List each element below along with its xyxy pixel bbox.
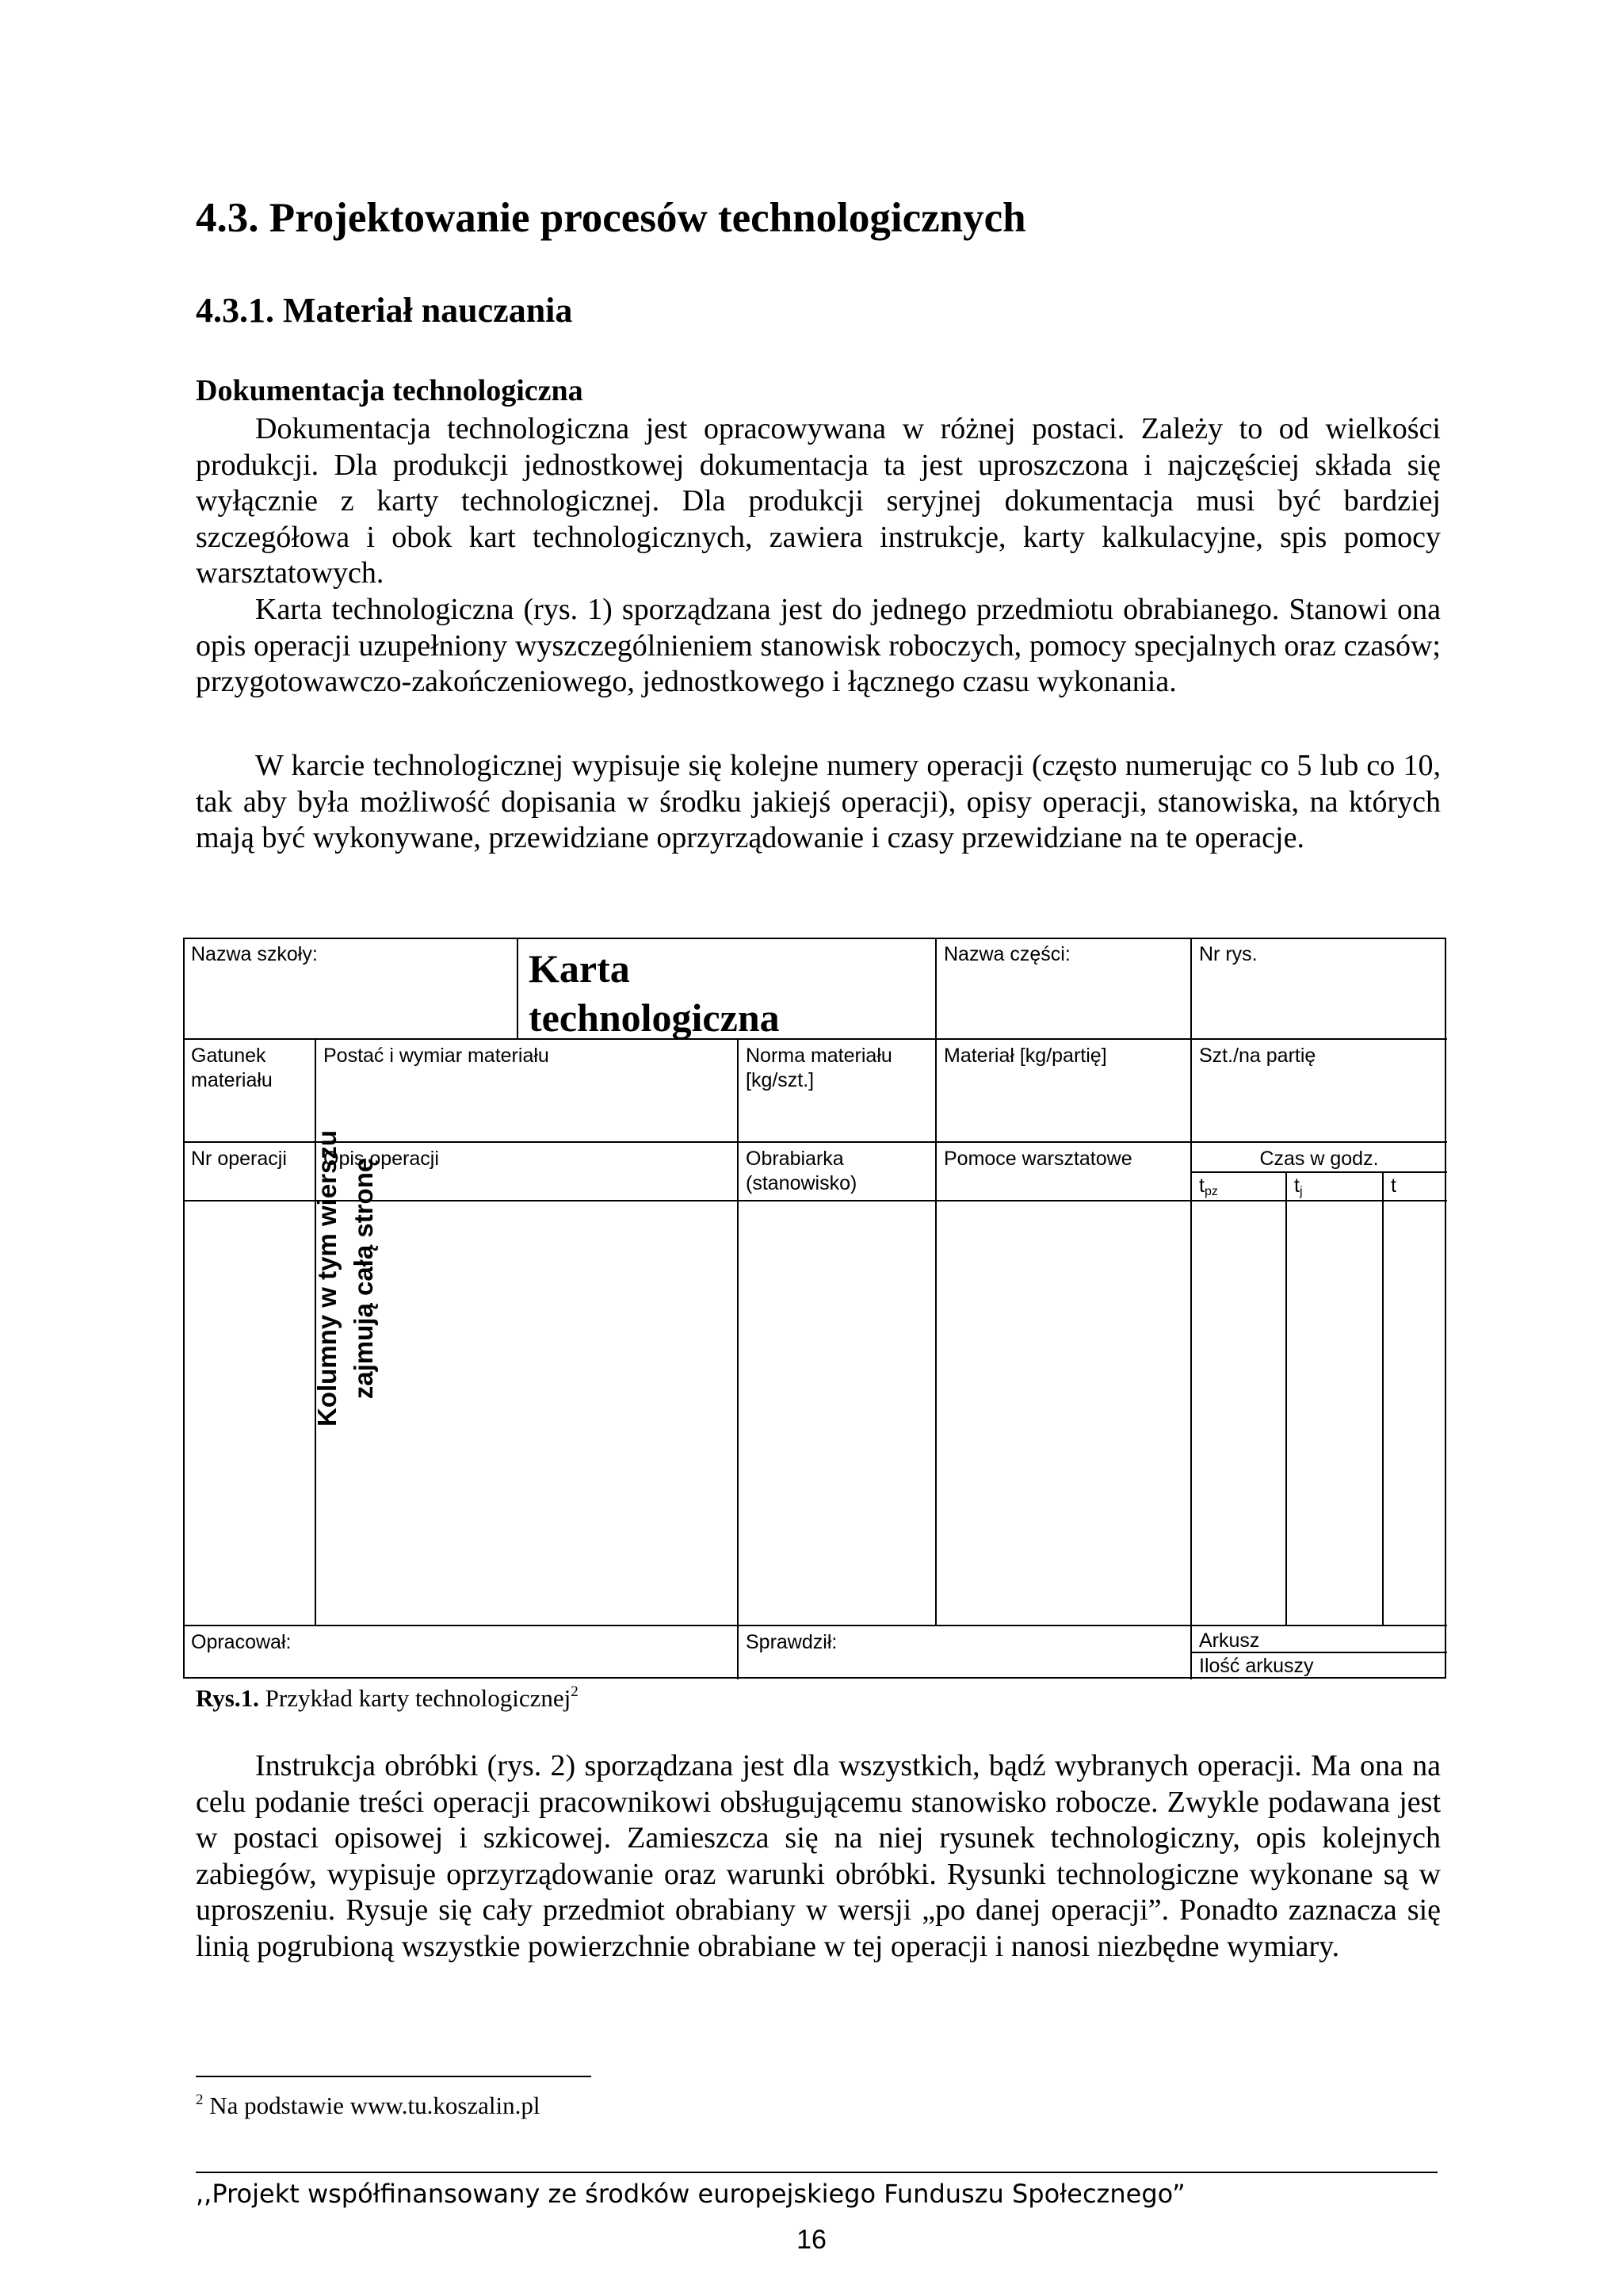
page-number: 16 — [796, 2225, 827, 2255]
sheet-label: Arkusz — [1199, 1629, 1260, 1652]
time-tpz-header: $t_{pz}$ — [1199, 1175, 1218, 1198]
page-heading: 4.3. Projektowanie procesów technologicznych — [196, 195, 1026, 241]
figure-caption: Rys.1. Przykład karty technologicznej$^2$ — [196, 1683, 579, 1712]
prepared-by-label: Opracował: — [191, 1631, 292, 1653]
paragraph-operations: W karcie technologicznej wypisuje się kolejne numery operacji (często numerując co 5 lub co 10, tak aby była możliwość dopisania w środku jakiejś operacji), opisy operacji, stanowiska, na których mają być wykonywane, przewidziane oprzyrządowanie i czasy przewidziane na te operacje. — [196, 749, 1441, 855]
machine-header: Obrabiarka (stanowisko) — [746, 1148, 857, 1194]
material-form-label: Postać i wymiar materiału — [323, 1045, 549, 1067]
footnote: $^2$ Na podstawie www.tu.koszalin.pl — [196, 2092, 540, 2119]
workshop-tools-header: Pomoce warsztatowe — [944, 1148, 1132, 1170]
paragraph-tech-card: Karta technologiczna (rys. 1) sporządzana jest do jednego przedmiotu obrabianego. Stanowi ona opis operacji uzupełniony wyszczególnieniem stanowisk roboczych, pomocy specjalnych oraz czasów; przygotowawczo-zakończeniowego, jednostkowego i łącznego czasu wykonania. — [196, 593, 1441, 699]
footnote-divider — [196, 2076, 591, 2077]
time-total-header: t — [1391, 1175, 1396, 1197]
sheet-count-label: Ilość arkuszy — [1199, 1655, 1314, 1677]
section-subheading: 4.3.1. Materiał nauczania — [196, 291, 573, 330]
operation-number-header: Nr operacji — [191, 1148, 287, 1170]
form-title-line1: Karta — [529, 946, 630, 991]
time-header: Czas w godz. — [1259, 1148, 1379, 1170]
part-name-label: Nazwa części: — [944, 943, 1071, 965]
rotated-note-line1: Kolumny w tym wierszu — [312, 1129, 342, 1427]
drawing-number-label: Nr rys. — [1199, 943, 1258, 965]
technology-card-form — [183, 938, 1447, 1679]
material-grade-label: Gatunek materiału — [191, 1045, 273, 1091]
footer-text: ,,Projekt współfinansowany ze środków europejskiego Funduszu Społecznego” — [196, 2179, 1186, 2209]
rotated-note-line2: zajmują całą stronę — [349, 1157, 378, 1400]
material-norm-label: Norma materiału [kg/szt.] — [746, 1045, 892, 1091]
school-name-label: Nazwa szkoły: — [191, 943, 318, 965]
operation-description-header: Opis operacji — [323, 1148, 439, 1170]
checked-by-label: Sprawdził: — [746, 1631, 838, 1653]
footer-divider — [196, 2172, 1438, 2173]
paragraph-documentation: Dokumentacja technologiczna jest opracowywana w różnej postaci. Zależy to od wielkości produkcji. Dla produkcji jednostkowej dokumentacja ta jest uproszczona i najczęściej składa się wyłącznie z karty technologicznej. Dla produkcji seryjnej dokumentacja musi być bardziej szczegółowa i obok kart technologicznych, zawiera instrukcje, karty kalkulacyjne, spis pomocy warsztatowych. — [196, 412, 1441, 590]
section-title: Dokumentacja technologiczna — [196, 374, 583, 407]
paragraph-instructions: Instrukcja obróbki (rys. 2) sporządzana jest dla wszystkich, bądź wybranych operacji. Ma ona na celu podanie treści operacji pracownikowi obsługującemu stanowisko robocze. Zwykle podawana jest w postaci opisowej i szkicowej. Zamieszcza się na niej rysunek technologiczny, opis kolejnych zabiegów, wypisuje oprzyrządowanie oraz warunki obróbki. Rysunki technologiczne wykonane są w uproszeniu. Rysuje się cały przedmiot obrabiany w wersji „po danej operacji”. Ponadto zaznacza się linią pogrubioną wszystkie powierzchnie obrabiane w tej operacji i nanosi niezbędne wymiary. — [196, 1749, 1441, 1963]
form-title-line2: technologiczna — [529, 995, 780, 1040]
form-title — [529, 944, 780, 1042]
material-batch-label: Materiał [kg/partię] — [944, 1045, 1107, 1067]
rotated-column-note — [309, 1104, 382, 1453]
time-tj-header: $t_j$ — [1294, 1175, 1303, 1198]
pieces-per-batch-label: Szt./na partię — [1199, 1045, 1316, 1067]
